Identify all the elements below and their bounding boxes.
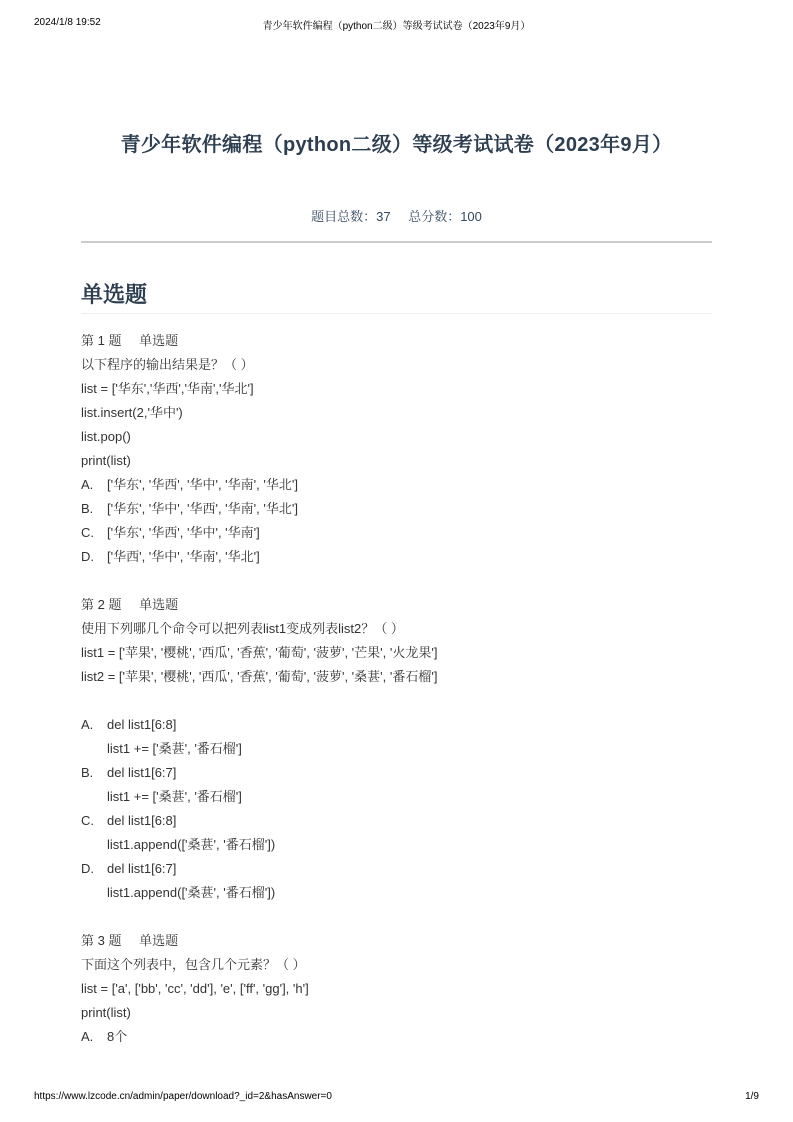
total-questions: 题目总数：37 xyxy=(311,209,391,224)
code-line: list2 = ['苹果', '樱桃', '西瓜', '香蕉', '葡萄', '菠萝', '桑葚', '番石榴'] xyxy=(81,669,438,684)
question-number: 第 2 题 xyxy=(81,597,122,612)
print-datetime: 2024/1/8 19:52 xyxy=(34,17,101,28)
page-number: 1/9 xyxy=(745,1091,759,1102)
question-2 xyxy=(81,593,712,905)
question-header xyxy=(81,593,712,617)
option-c[interactable] xyxy=(81,521,712,545)
option-d[interactable] xyxy=(81,857,712,905)
exam-summary xyxy=(0,206,793,225)
option-letter: B. xyxy=(81,501,94,516)
option-text: ['华东', '华西', '华中', '华南'] xyxy=(107,525,260,540)
option-a[interactable] xyxy=(81,1025,712,1049)
option-letter: A. xyxy=(81,477,94,492)
option-text: list1 += ['桑葚', '番石榴'] xyxy=(107,741,242,756)
option-text: ['华东', '华中', '华西', '华南', '华北'] xyxy=(107,501,298,516)
option-letter: A. xyxy=(81,717,94,732)
question-3 xyxy=(81,929,712,1049)
title-divider xyxy=(81,241,712,243)
option-text: 8个 xyxy=(107,1029,128,1044)
question-type: 单选题 xyxy=(139,597,179,612)
option-text: list1.append(['桑葚', '番石榴']) xyxy=(107,885,276,900)
code-line: list = ['a', ['bb', 'cc', 'dd'], 'e', ['ff', 'gg'], 'h'] xyxy=(81,981,309,996)
question-header xyxy=(81,929,712,953)
option-b[interactable] xyxy=(81,497,712,521)
option-letter: D. xyxy=(81,861,94,876)
code-line: list.pop() xyxy=(81,429,131,444)
option-letter: B. xyxy=(81,765,94,780)
question-list xyxy=(81,329,712,1049)
question-stem: 下面这个列表中，包含几个元素？（ ） xyxy=(81,957,306,972)
option-text: list1.append(['桑葚', '番石榴']) xyxy=(107,837,276,852)
print-footer xyxy=(0,1091,793,1107)
code-line: list1 = ['苹果', '樱桃', '西瓜', '香蕉', '葡萄', '菠萝', '芒果', '火龙果'] xyxy=(81,645,438,660)
option-letter: D. xyxy=(81,549,94,564)
section-divider xyxy=(81,313,712,314)
option-text: ['华西', '华中', '华南', '华北'] xyxy=(107,549,260,564)
option-d[interactable] xyxy=(81,545,712,569)
code-line: list.insert(2,'华中') xyxy=(81,405,183,420)
print-url: https://www.lzcode.cn/admin/paper/download?_id=2&hasAnswer=0 xyxy=(34,1091,332,1102)
question-number: 第 3 题 xyxy=(81,933,122,948)
option-text: del list1[6:7] xyxy=(107,765,177,780)
option-letter: C. xyxy=(81,813,94,828)
question-header xyxy=(81,329,712,353)
option-text: ['华东', '华西', '华中', '华南', '华北'] xyxy=(107,477,298,492)
question-type: 单选题 xyxy=(139,933,179,948)
option-a[interactable] xyxy=(81,473,712,497)
option-letter: A. xyxy=(81,1029,94,1044)
question-spacer xyxy=(81,569,712,593)
code-line: list = ['华东','华西','华南','华北'] xyxy=(81,381,254,396)
question-stem: 以下程序的输出结果是？（ ） xyxy=(81,357,254,372)
question-spacer xyxy=(81,905,712,929)
code-line: print(list) xyxy=(81,453,131,468)
blank-line xyxy=(81,689,712,713)
print-header xyxy=(0,17,793,33)
section-title-single-choice: 单选题 xyxy=(81,282,148,307)
question-number: 第 1 题 xyxy=(81,333,122,348)
page-title: 青少年软件编程（python二级）等级考试试卷（2023年9月） xyxy=(120,134,673,156)
option-a[interactable] xyxy=(81,713,712,761)
total-score: 总分数：100 xyxy=(408,209,482,224)
option-text: del list1[6:8] xyxy=(107,717,177,732)
question-type: 单选题 xyxy=(139,333,179,348)
option-c[interactable] xyxy=(81,809,712,857)
option-b[interactable] xyxy=(81,761,712,809)
print-doc-title: 青少年软件编程（python二级）等级考试试卷（2023年9月） xyxy=(262,21,531,32)
option-letter: C. xyxy=(81,525,94,540)
code-line: print(list) xyxy=(81,1005,131,1020)
question-1 xyxy=(81,329,712,569)
question-stem: 使用下列哪几个命令可以把列表list1变成列表list2？（ ） xyxy=(81,621,404,636)
option-text: del list1[6:8] xyxy=(107,813,177,828)
option-text: del list1[6:7] xyxy=(107,861,177,876)
option-text: list1 += ['桑葚', '番石榴'] xyxy=(107,789,242,804)
